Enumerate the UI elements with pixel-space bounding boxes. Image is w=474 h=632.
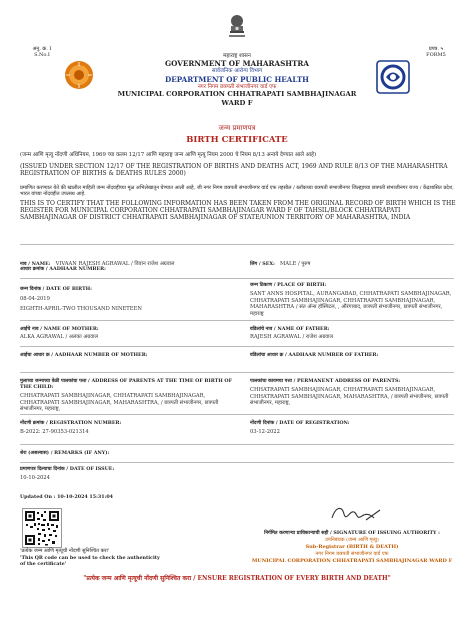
sub-registrar-en: Sub-Registrar (BIRTH & DEATH) (305, 544, 399, 550)
name-value: VIVAAN RAJESH AGRAWAL / विवान राजेश अग्रवाल (55, 261, 175, 267)
mother-value: ALKA AGRAWAL / अलका अग्रवाल (20, 334, 98, 340)
national-emblem-icon (227, 14, 247, 44)
form-en: FORM5 (426, 52, 446, 58)
registration-number-label: नोंदणी क्रमांक / REGISTRATION NUMBER: (20, 420, 122, 426)
sex-value: MALE / पुरुष (280, 261, 311, 267)
sex-field (250, 250, 454, 269)
maharashtra-seal-icon (64, 60, 94, 90)
dob-words: EIGHTH-APRIL-TWO THOUSAND NINETEEN (20, 305, 142, 312)
serial-en: S.No.I (34, 52, 50, 58)
birth-address-value: CHHATRAPATI SAMBHAJINAGAR, CHHATRAPATI SAMBHAJINAGAR, CHHATRAPATI SAMBHAJINAGAR, MAHARASHTRA, / छत्रपती संभाजीनगर, छत्रपती संभाजीनगर, महाराष्ट्र, (20, 393, 219, 413)
registration-number-value: B-2022: 27-90353-021314 (20, 429, 89, 435)
form-number (418, 46, 454, 58)
dept-mr: सार्वजनिक आरोग्य विभाग (211, 68, 263, 75)
dept-en: DEPARTMENT OF PUBLIC HEALTH (165, 74, 309, 84)
issue-date-field (20, 466, 240, 482)
header (100, 53, 374, 107)
corp-mr: नगर निगम छत्रपती संभाजीनगर वार्ड एफ (197, 83, 277, 90)
registration-date-label: नोंदणी दिनांक / DATE OF REGISTRATION: (250, 420, 350, 426)
certify-en: THIS IS TO CERTIFY THAT THE FOLLOWING INFORMATION HAS BEEN TAKEN FROM THE ORIGINAL RECORD OF BIRTH WHICH IS THE REGISTER FOR MUNICIPAL CORPORATION CHHATRAPATI SAMBHAJINAGAR WARD F OF TAHSIL/BLOCK CHHATRAPATI SAMBHAJINAGAR OF DISTRICT CHHATRAPATI SAMBHAJINAGAR OF STATE/UNION TERRITORY OF MAHARASHTRA, INDIA (20, 200, 456, 221)
qr-note-mr: 'प्रत्येक जन्म आणि मृत्यूची नोंदणी सुनिश्चित करा' (20, 548, 110, 554)
gov-mr: महाराष्ट्र शासन (223, 53, 251, 59)
name-label: नाव / NAME: (20, 261, 51, 267)
qr-note-en: 'This QR code can be used to check the authenticity of the certificate' (20, 555, 160, 567)
serial-mr: अनु. क्र. I (32, 46, 52, 52)
birth-address-label: मुलाच्या जन्माच्या वेळी पालकांचा पत्ता / ADDRESS OF PARENTS AT THE TIME OF BIRTH OF THE CHILD: (20, 378, 232, 390)
issue-date-value: 10-10-2024 (20, 475, 50, 481)
father-label: वडिलांचे नाव / NAME OF FATHER: (250, 326, 330, 332)
sub-corp-en: MUNICIPAL CORPORATION CHHATRAPATI SAMBHAJINAGAR WARD F (251, 558, 453, 564)
registration-date-value: 03-12-2022 (250, 429, 280, 435)
pob-field (250, 282, 454, 317)
dob-value: 08-04-2019 (20, 296, 50, 302)
dob-field (20, 286, 240, 312)
footer-banner: "प्रत्येक जन्म आणि मृत्यूची नोंदणी सुनिश्चित करा / ENSURE REGISTRATION OF EVERY BIRTH AND DEATH" (83, 575, 391, 582)
permanent-address-label: पालकांचा कायमचा पत्ता / PERMANENT ADDRESS OF PARENTS: (250, 378, 401, 384)
permanent-address-value: CHHATRAPATI SAMBHAJINAGAR, CHHATRAPATI SAMBHAJINAGAR, CHHATRAPATI SAMBHAJINAGAR, MAHARASHTRA, / छत्रपती संभाजीनगर, छत्रपती संभाजीनगर, महाराष्ट्र, (250, 387, 449, 407)
title-mr: जन्म प्रमाणपत्र (218, 124, 256, 132)
sub-corp-mr: नगर निगम छत्रपती संभाजीनगर वार्ड एफ (315, 551, 389, 557)
dob-label: जन्म दिनांक / DATE OF BIRTH: (20, 286, 92, 292)
issue-date-label: प्रमाणपत्र दिल्याचा दिनांक / DATE OF ISSUE: (20, 466, 115, 472)
health-department-logo-icon (376, 60, 410, 94)
corp-en: MUNICIPAL CORPORATION CHHATRAPATI SAMBHAJINAGAR (117, 90, 357, 99)
signature-label: निर्गमित करणाऱ्या प्राधिकाऱ्याची सही / SIGNATURE OF ISSUING AUTHORITY : (264, 530, 440, 536)
father-value: RAJESH AGRAWAL / राजेश अग्रवाल (250, 334, 334, 340)
sex-label: लिंग / SEX: (250, 261, 275, 267)
remarks-label: शेरा (असल्यास) / REMARKS (IF ANY): (20, 450, 110, 456)
pob-value: SANT ANNS HOSPITAL, AURANGABAD, CHHATRAPATI SAMBHAJINAGAR, CHHATRAPATI SAMBHAJINAGAR, CHHATRAPATI SAMBHAJINAGAR, MAHARASHTRA / संत ॲन्स हॉस्पिटल, , औरंगाबाद, छत्रपती संभाजीनगर, छत्रपती संभाजीनगर, महाराष्ट्र (250, 291, 452, 317)
certify-mr: प्रमाणित करण्यात येते की खालील माहिती जन्म नोंदवहीच्या मूळ अभिलेखातून घेण्यात आली आहे, जी नगर निगम छत्रपती संभाजीनगर वार्ड एफ तहसील / ब्लॉकच्या छत्रपती संभाजीनगर जिल्ह्याच्या छत्रपती संभाजीनगर राज्य / केंद्रशासित प्रदेश, भारत यांच्या नोंदवहीत उपलब्ध आहे. (20, 185, 454, 197)
registration-number-field (20, 420, 240, 436)
updated-on: Updated On : 10-10-2024 15:31:04 (20, 494, 113, 500)
mother-label: आईचे नाव / NAME OF MOTHER: (20, 326, 99, 332)
pob-label: जन्म ठिकाण / PLACE OF BIRTH: (250, 282, 327, 288)
sub-registrar-mr: उपनिबंधक (जन्म आणि मृत्यु) (325, 537, 379, 543)
qr-code-icon[interactable] (22, 508, 62, 548)
ward-en: WARD F (221, 98, 253, 107)
father-aadhaar-label: वडिलांचा आधार क्र / AADHAAR NUMBER OF FATHER: (250, 352, 379, 358)
father-field (250, 326, 454, 341)
birth-address-field (20, 378, 240, 413)
gov-en: GOVERNMENT OF MAHARASHTRA (165, 59, 309, 69)
issued-under-en: (ISSUED UNDER SECTION 12/17 OF THE REGISTRATION OF BIRTHS AND DEATHS ACT, 1969 AND RULE 8/13 OF THE MAHARASHTRA REGISTRATION OF BIRTHS & DEATHS RULES 2000) (20, 163, 448, 177)
title-en: BIRTH CERTIFICATE (186, 135, 288, 145)
signature-icon (326, 502, 386, 526)
permanent-address-field (250, 378, 454, 407)
aadhaar-label: आधार क्रमांक / AADHAAR NUMBER: (20, 266, 106, 272)
issued-under-mr: (जन्म आणि मृत्यु नोंदणी अधिनियम, 1969 च्या कलम 12/17 आणि महाराष्ट्र जन्म आणि मृत्यू नियम 2000 चे नियम 8/13 अन्वये देण्यात आले आहे) (20, 152, 317, 158)
serial-number (22, 46, 62, 58)
mother-field (20, 326, 240, 341)
mother-aadhaar-label: आईचा आधार क्र / AADHAAR NUMBER OF MOTHER: (20, 352, 148, 358)
registration-date-field (250, 420, 454, 436)
form-mr: प्रपत्र. ५ (428, 46, 444, 52)
